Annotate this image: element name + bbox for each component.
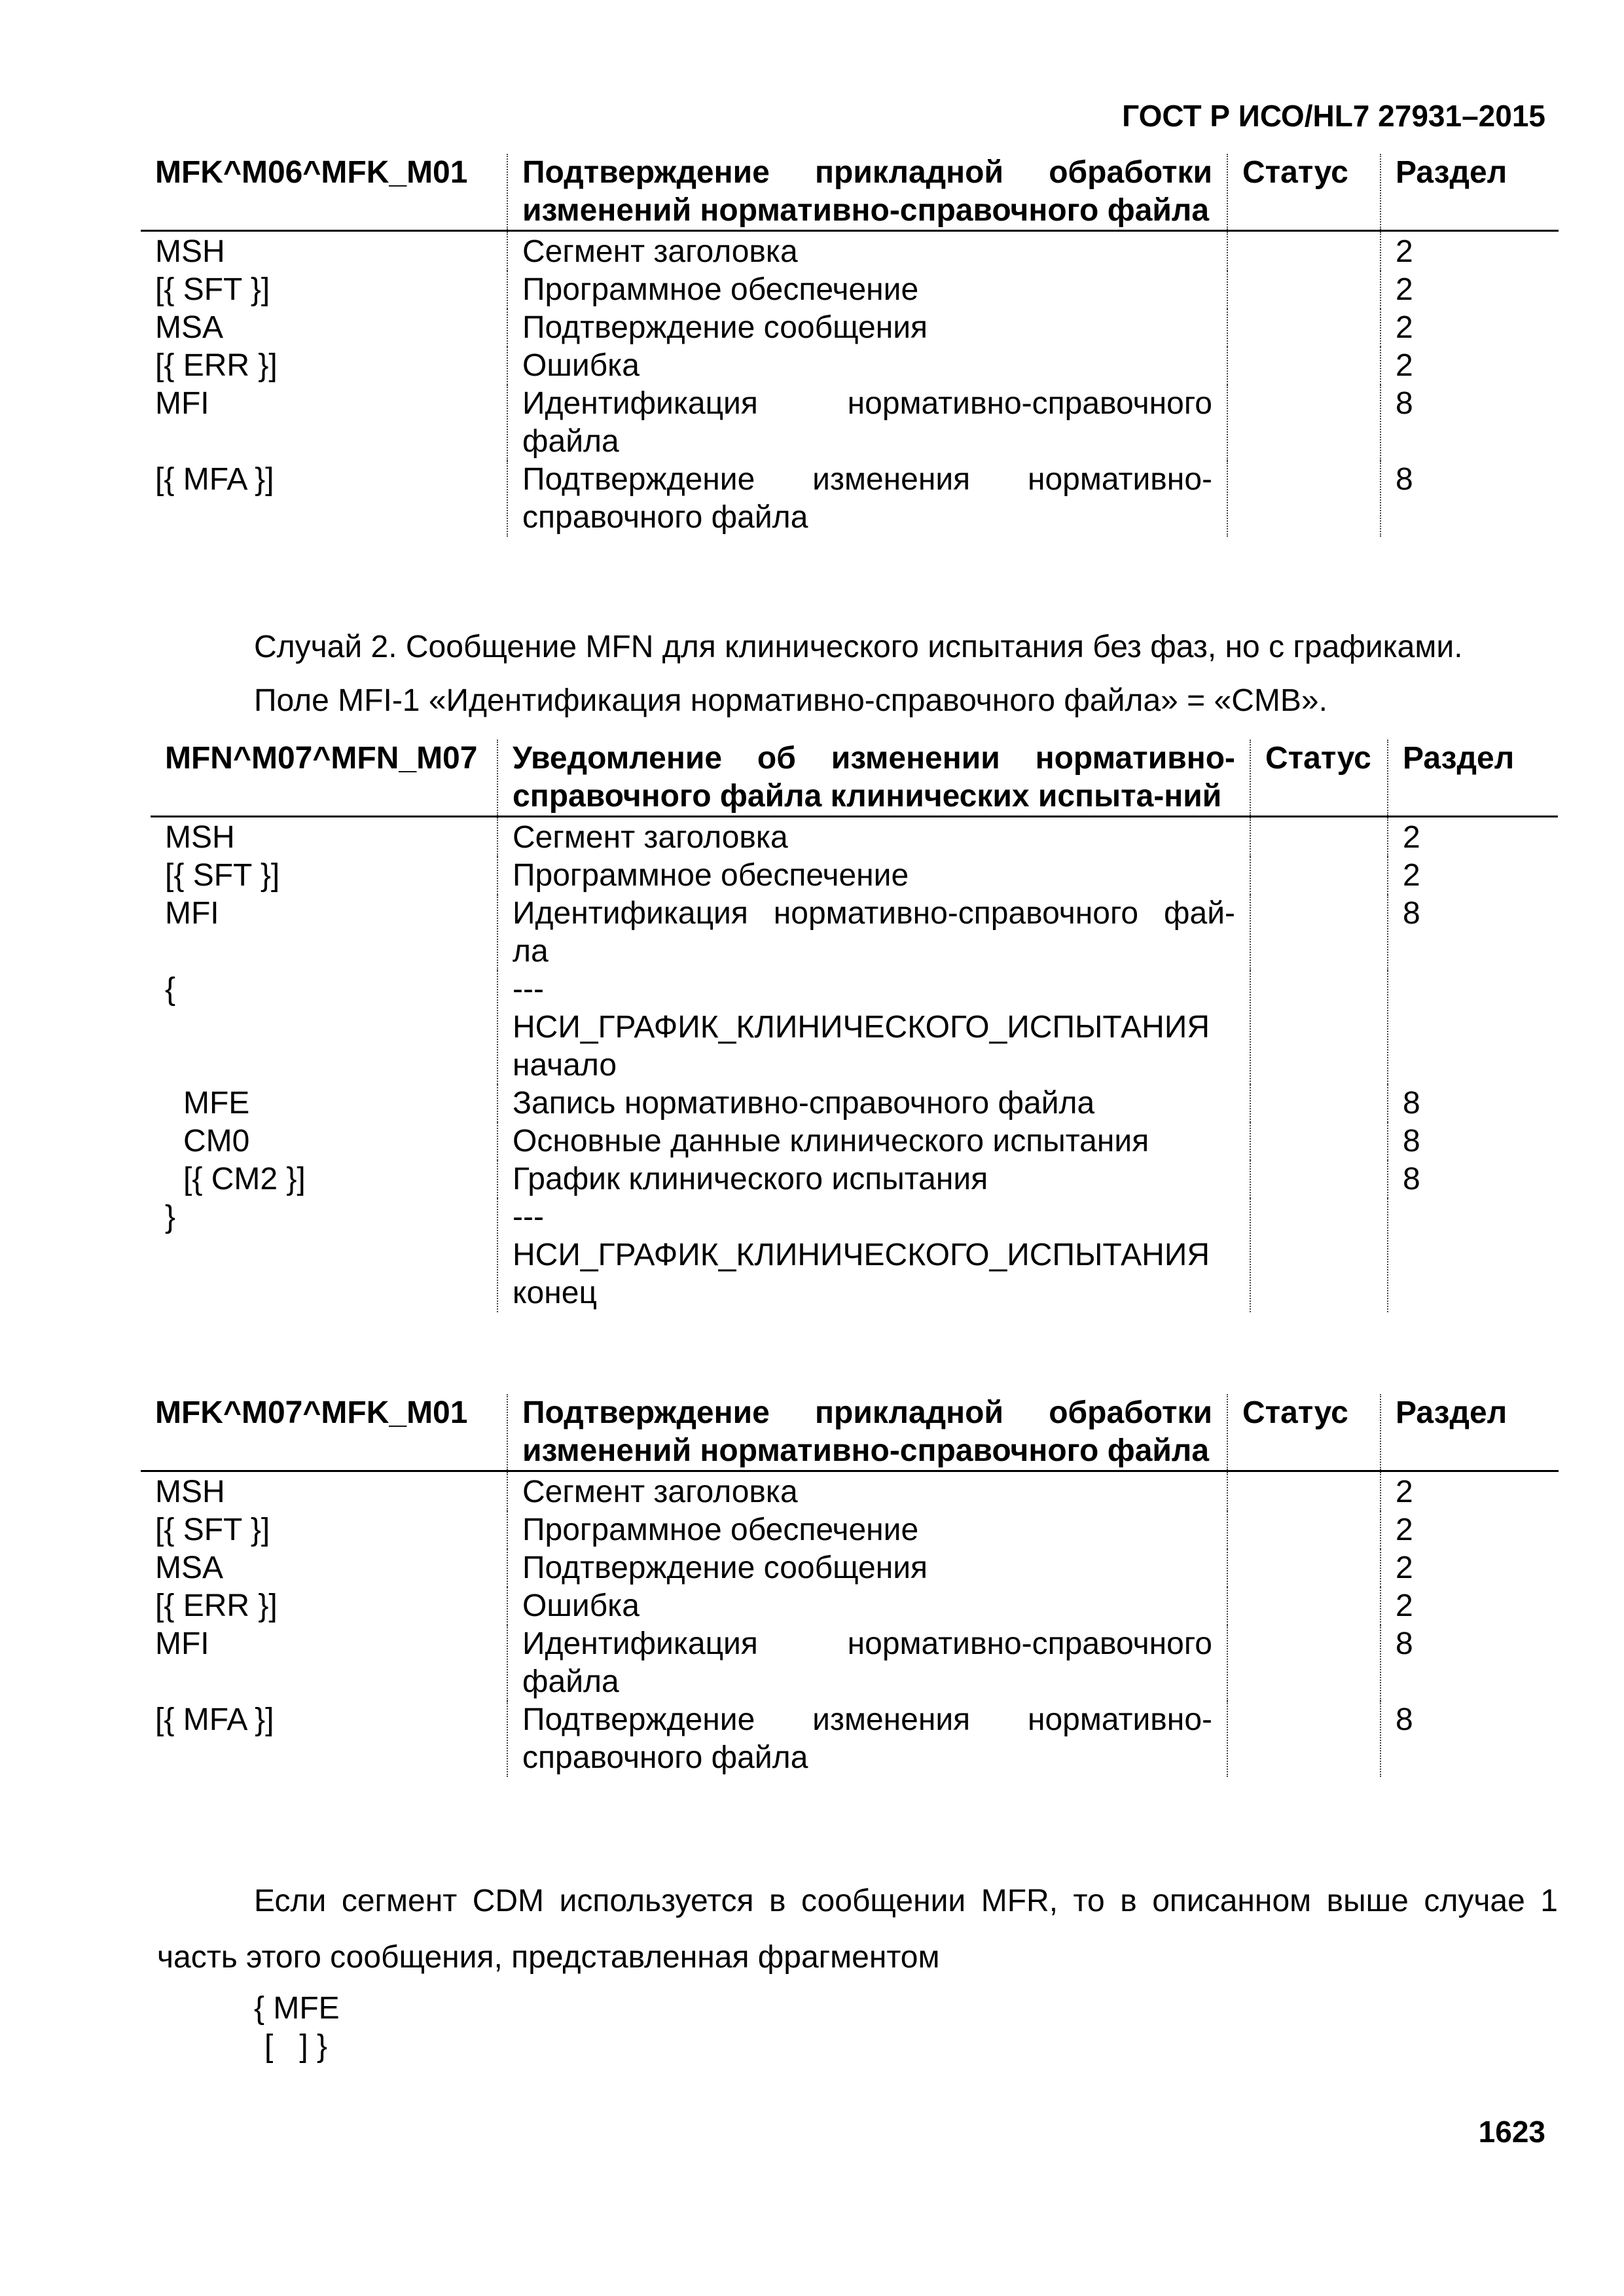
segment-cell: MSA — [155, 1551, 224, 1585]
section-cell: 2 — [1380, 309, 1559, 347]
section-cell — [1388, 1198, 1558, 1312]
table-row — [141, 309, 1559, 347]
segment-cell: MSH — [165, 820, 235, 855]
table-row — [151, 1122, 1558, 1160]
table-row — [151, 1160, 1558, 1198]
segment-cell: MFI — [165, 896, 219, 931]
message-table-mfk-m07 — [141, 1394, 1559, 1777]
cdm-segment-paragraph: Если сегмент CDM используется в сообщении MFR, то в описанном выше случае 1 часть этого сообщения, представленная фрагментом — [157, 1884, 1558, 1975]
status-cell — [1227, 1701, 1380, 1777]
status-cell — [1250, 1085, 1388, 1122]
section-cell: 8 — [1388, 895, 1558, 971]
description-cell: Запись нормативно-справочного файла — [497, 1085, 1250, 1122]
case-2-paragraph: Случай 2. Сообщение MFN для клинического испытания без фаз, но с графиками. — [254, 630, 1463, 664]
table-row — [141, 1471, 1559, 1512]
segment-cell: [{ SFT }] — [155, 272, 270, 307]
status-cell — [1227, 1625, 1380, 1701]
message-table-mfk-m06 — [141, 154, 1559, 537]
description-header: Уведомление об изменении нормативно-справочного файла клинических испыта-ний — [497, 740, 1250, 817]
standard-header: ГОСТ Р ИСО/HL7 27931–2015 — [1122, 99, 1545, 133]
section-cell: 2 — [1380, 1549, 1559, 1587]
section-cell: 2 — [1388, 817, 1558, 857]
status-cell — [1250, 1122, 1388, 1160]
status-cell — [1227, 347, 1380, 385]
table-row — [141, 271, 1559, 309]
segment-cell: MFE — [183, 1086, 250, 1121]
table-row — [151, 817, 1558, 857]
status-header: Статус — [1250, 740, 1388, 817]
description-cell: Программное обеспечение — [507, 271, 1227, 309]
segment-cell: [{ SFT }] — [165, 858, 280, 893]
section-cell — [1388, 971, 1558, 1085]
segment-cell: } — [165, 1200, 176, 1234]
section-header: Раздел — [1388, 740, 1558, 817]
status-cell — [1227, 1587, 1380, 1625]
description-cell: Подтверждение изменения нормативно-справочного файла — [507, 461, 1227, 537]
table-row — [151, 1085, 1558, 1122]
table-row — [141, 461, 1559, 537]
section-cell: 2 — [1380, 271, 1559, 309]
section-cell: 2 — [1388, 857, 1558, 895]
segment-cell: [{ CM2 }] — [183, 1162, 306, 1196]
table-row — [141, 347, 1559, 385]
description-cell: --- НСИ_ГРАФИК_КЛИНИЧЕСКОГО_ИСПЫТАНИЯ начало — [497, 971, 1250, 1085]
description-cell: Ошибка — [507, 1587, 1227, 1625]
description-cell: Идентификация нормативно-справочного файла — [507, 385, 1227, 461]
message-type-header: MFK^M06^MFK_M01 — [141, 154, 507, 231]
section-cell: 2 — [1380, 347, 1559, 385]
status-cell — [1227, 461, 1380, 537]
section-cell: 8 — [1380, 1701, 1559, 1777]
table-row — [141, 1701, 1559, 1777]
section-header: Раздел — [1380, 154, 1559, 231]
segment-cell: MSA — [155, 310, 224, 345]
description-cell: --- НСИ_ГРАФИК_КЛИНИЧЕСКОГО_ИСПЫТАНИЯ конец — [497, 1198, 1250, 1312]
section-cell: 2 — [1380, 1587, 1559, 1625]
table-row — [151, 895, 1558, 971]
status-cell — [1227, 271, 1380, 309]
status-cell — [1227, 1471, 1380, 1512]
status-cell — [1227, 1549, 1380, 1587]
status-cell — [1250, 1198, 1388, 1312]
table-header-row — [141, 1394, 1559, 1471]
table-row — [141, 1587, 1559, 1625]
description-cell: График клинического испытания — [497, 1160, 1250, 1198]
segment-cell: [{ ERR }] — [155, 348, 278, 383]
message-type-header: MFK^M07^MFK_M01 — [141, 1394, 507, 1471]
description-cell: Сегмент заголовка — [507, 1471, 1227, 1512]
description-cell: Идентификация нормативно-справочного фай-ла — [497, 895, 1250, 971]
status-cell — [1250, 895, 1388, 971]
segment-cell: MFI — [155, 386, 209, 421]
segment-cell: [{ MFA }] — [155, 462, 274, 497]
message-table-mfn-m07 — [151, 740, 1558, 1312]
section-cell: 2 — [1380, 1471, 1559, 1512]
page-number: 1623 — [1478, 2115, 1545, 2149]
section-cell: 8 — [1388, 1122, 1558, 1160]
table-row — [141, 1549, 1559, 1587]
status-cell — [1250, 1160, 1388, 1198]
status-cell — [1227, 309, 1380, 347]
section-cell: 2 — [1380, 1511, 1559, 1549]
fragment-line-1: { MFE — [254, 1991, 340, 2026]
table-row — [151, 1198, 1558, 1312]
table-row — [151, 857, 1558, 895]
description-cell: Подтверждение сообщения — [507, 1549, 1227, 1587]
status-cell — [1227, 231, 1380, 272]
description-cell: Основные данные клинического испытания — [497, 1122, 1250, 1160]
description-header: Подтверждение прикладной обработки изменений нормативно-справочного файла — [507, 1394, 1227, 1471]
status-cell — [1250, 817, 1388, 857]
segment-cell: MSH — [155, 1475, 225, 1509]
section-cell: 2 — [1380, 231, 1559, 272]
section-header: Раздел — [1380, 1394, 1559, 1471]
table-row — [151, 971, 1558, 1085]
table-row — [141, 1625, 1559, 1701]
segment-cell: MSH — [155, 234, 225, 269]
description-cell: Подтверждение изменения нормативно-справочного файла — [507, 1701, 1227, 1777]
status-header: Статус — [1227, 154, 1380, 231]
segment-cell: MFI — [155, 1626, 209, 1661]
status-cell — [1227, 385, 1380, 461]
mfi-field-paragraph: Поле MFI-1 «Идентификация нормативно-справочного файла» = «CMB». — [254, 683, 1327, 718]
description-cell: Программное обеспечение — [497, 857, 1250, 895]
table-header-row — [151, 740, 1558, 817]
description-header: Подтверждение прикладной обработки изменений нормативно-справочного файла — [507, 154, 1227, 231]
segment-cell: CM0 — [183, 1124, 250, 1158]
fragment-line-2: [ ] } — [264, 2029, 328, 2064]
status-header: Статус — [1227, 1394, 1380, 1471]
description-cell: Подтверждение сообщения — [507, 309, 1227, 347]
table-row — [141, 385, 1559, 461]
description-cell: Сегмент заголовка — [497, 817, 1250, 857]
description-cell: Идентификация нормативно-справочного файла — [507, 1625, 1227, 1701]
description-cell: Сегмент заголовка — [507, 231, 1227, 272]
status-cell — [1227, 1511, 1380, 1549]
section-cell: 8 — [1388, 1160, 1558, 1198]
section-cell: 8 — [1380, 1625, 1559, 1701]
segment-cell: { — [165, 972, 176, 1007]
message-type-header: MFN^M07^MFN_M07 — [151, 740, 497, 817]
section-cell: 8 — [1380, 461, 1559, 537]
table-row — [141, 231, 1559, 272]
description-cell: Программное обеспечение — [507, 1511, 1227, 1549]
status-cell — [1250, 857, 1388, 895]
table-header-row — [141, 154, 1559, 231]
section-cell: 8 — [1388, 1085, 1558, 1122]
table-row — [141, 1511, 1559, 1549]
description-cell: Ошибка — [507, 347, 1227, 385]
segment-cell: [{ ERR }] — [155, 1588, 278, 1623]
segment-cell: [{ MFA }] — [155, 1702, 274, 1737]
segment-cell: [{ SFT }] — [155, 1513, 270, 1547]
section-cell: 8 — [1380, 385, 1559, 461]
status-cell — [1250, 971, 1388, 1085]
